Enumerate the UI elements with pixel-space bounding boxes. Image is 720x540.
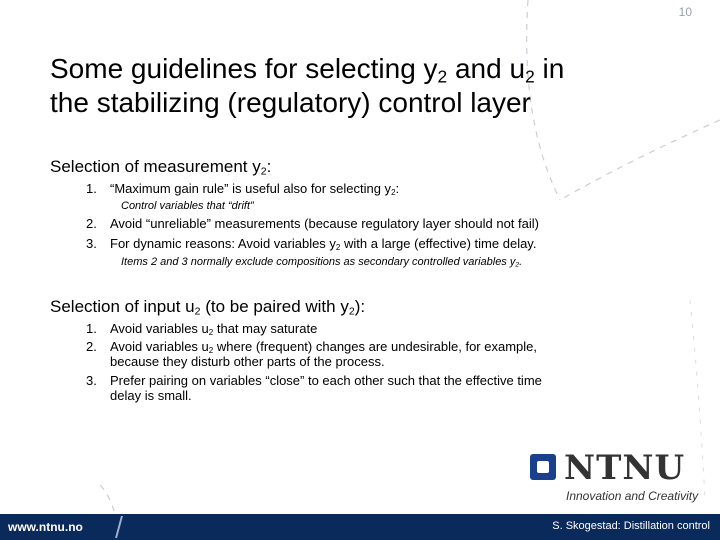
list-item: 2. Avoid variables $u_2$ where (frequent) changes are undesirable, for example, because they disturb other parts of the process.	[86, 339, 537, 369]
author-credit: S. Skogestad: Distillation control	[552, 520, 710, 532]
list-item: 1. Avoid variables $u_2$ that may saturate	[86, 321, 318, 337]
title-line-2: the stabilizing (regulatory) control layer	[50, 87, 531, 118]
logo-wordmark: NTNU	[564, 448, 686, 488]
ntnu-logo-icon	[530, 454, 556, 480]
title-line-1: Some guidelines for selecting $y_2$ and $u_2$ in	[50, 53, 565, 87]
sub-note: Control variables that “drift”	[121, 200, 254, 212]
ntnu-logo	[528, 448, 708, 510]
list-item: 3. Prefer pairing on variables “close” to each other such that the effective time delay is small.	[86, 373, 542, 403]
logo-tagline: Innovation and Creativity	[566, 489, 699, 503]
sub-note: Items 2 and 3 normally exclude compositions as secondary controlled variables $y_2$.	[121, 256, 523, 269]
list-item: 1. “Maximum gain rule” is useful also for selecting $y_2$:	[86, 181, 400, 197]
slide-title	[50, 52, 690, 120]
website-link[interactable]: www.ntnu.no	[8, 520, 83, 534]
slide-number: 10	[678, 5, 692, 19]
input-selection-heading: Selection of input $u_2$ (to be paired with $y_2$):	[50, 297, 366, 318]
footer-divider	[115, 516, 123, 538]
list-item: 2. Avoid “unreliable” measurements (because regulatory layer should not fail)	[86, 216, 539, 231]
list-item: 3. For dynamic reasons: Avoid variables $y_2$ with a large (effective) time delay.	[86, 236, 537, 252]
measurement-selection-heading: Selection of measurement $y_2$:	[50, 157, 272, 178]
footer-bar	[0, 514, 720, 540]
